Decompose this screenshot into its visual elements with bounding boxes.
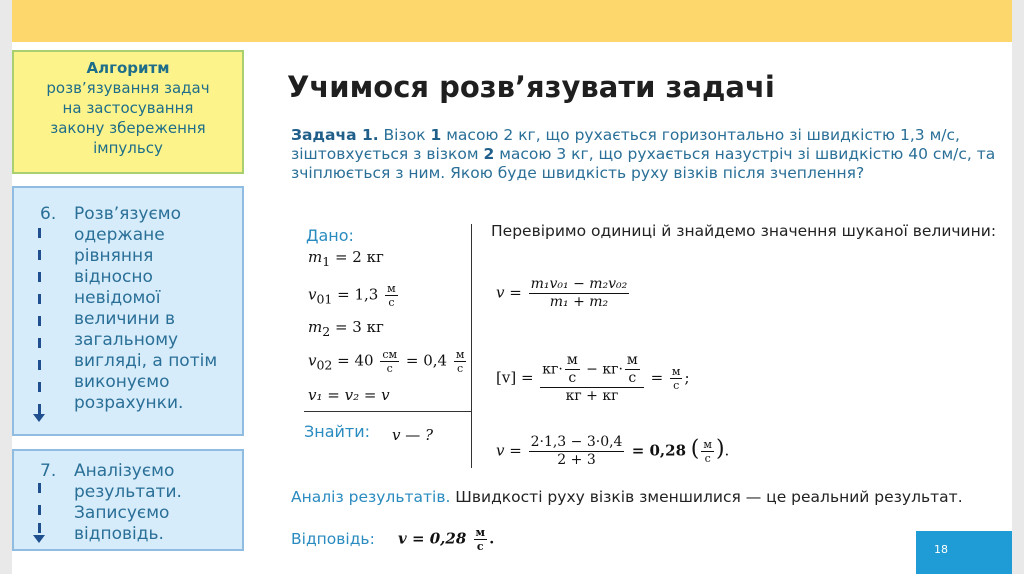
find-label: Знайти:: [304, 422, 371, 441]
task-cart-1: 1: [430, 126, 442, 144]
page-number: 18: [934, 543, 948, 556]
step-6-text: Розв’язуємо одержане рівняння відносно невідомої величини в загальному вигляді, а потім виконуємо розрахунки.: [74, 204, 218, 413]
check-units-text: Перевіримо одиниці й знайдемо значення шуканої величини:: [491, 222, 997, 240]
given-label: Дано:: [306, 226, 354, 245]
task-text-1: Візок: [378, 126, 431, 144]
algorithm-box: [12, 50, 244, 174]
left-edge: [0, 0, 12, 574]
analysis-label: Аналіз результатів.: [291, 488, 451, 506]
formula-units: [v] = кг· $\frac{м}{с}$ − кг· $\frac{м}{с}$ кг + кг = $\frac{м}{с}$ ;: [496, 352, 690, 404]
step-7-box: [12, 449, 244, 551]
formula-general: v = $\frac{\text{m₁v₀₁ − m₂v₀₂}}{\text{m₁ + m₂}}$: [496, 276, 628, 310]
given-divider: [304, 411, 471, 412]
step-6-box: [12, 186, 244, 436]
right-edge: [1012, 0, 1024, 574]
step-7-text: Аналізуємо результати. Записуємо відповідь.: [74, 461, 182, 544]
algorithm-title: Алгоритм: [86, 59, 170, 77]
step-7-number: 7.: [40, 461, 57, 481]
arrow-down-icon: [33, 535, 45, 543]
step-7-arrow: [38, 483, 42, 543]
formula-calc: v = $\frac{2\cdot 1,3 - 3\cdot 0,4}{2 + 3}$ = 0,28 ( $\frac{м}{с}$ ).: [496, 434, 730, 468]
task-text-3: масою 3 кг, що рухається назустріч зі швидкістю 40 см/с, та зчіплюється з ним. Якою буде швидкість руху візків після зчеплення?: [291, 145, 996, 182]
analysis: [291, 488, 991, 507]
algorithm-line-1: розв’язування задач: [46, 79, 210, 97]
arrow-down-icon: [33, 414, 45, 422]
page-title: Учимося розв’язувати задачі: [287, 70, 775, 104]
task-label: Задача 1.: [291, 126, 379, 144]
given-v-eq: v₁ = v₂ = v: [308, 386, 390, 404]
given-v01: $v_{01} = 1,3$ $\frac{м}{с}$: [308, 282, 396, 309]
task-statement: [291, 126, 1003, 183]
algorithm-line-2: на застосування: [62, 99, 194, 117]
given-v02: $v_{02} = 40$ $\frac{см}{с}$ = 0,4 $\frac{м}{с}$: [308, 348, 465, 375]
page-number-tab: [916, 531, 1012, 574]
algorithm-line-3: закону збереження: [50, 119, 206, 137]
find-expr: v — ?: [392, 426, 434, 444]
step-6-arrow: [38, 228, 42, 428]
step-6-number: 6.: [40, 204, 57, 224]
given-m1: $m_1 = 2$ кг: [308, 248, 384, 269]
answer-value: v = 0,28 $\frac{м}{с}$ .: [398, 526, 495, 553]
analysis-text: Швидкості руху візків зменшилися — це реальний результат.: [450, 488, 963, 506]
task-text-2: масою 2 кг, що рухається горизонтально зі швидкістю 1,3 м/с, зіштовхується з візком: [291, 126, 960, 163]
top-banner: [12, 0, 1012, 42]
given-separator: [471, 224, 472, 468]
task-cart-2: 2: [483, 145, 495, 163]
algorithm-line-4: імпульсу: [93, 139, 163, 157]
answer-label: Відповідь:: [291, 530, 375, 548]
given-m2: $m_2 = 3$ кг: [308, 318, 384, 339]
